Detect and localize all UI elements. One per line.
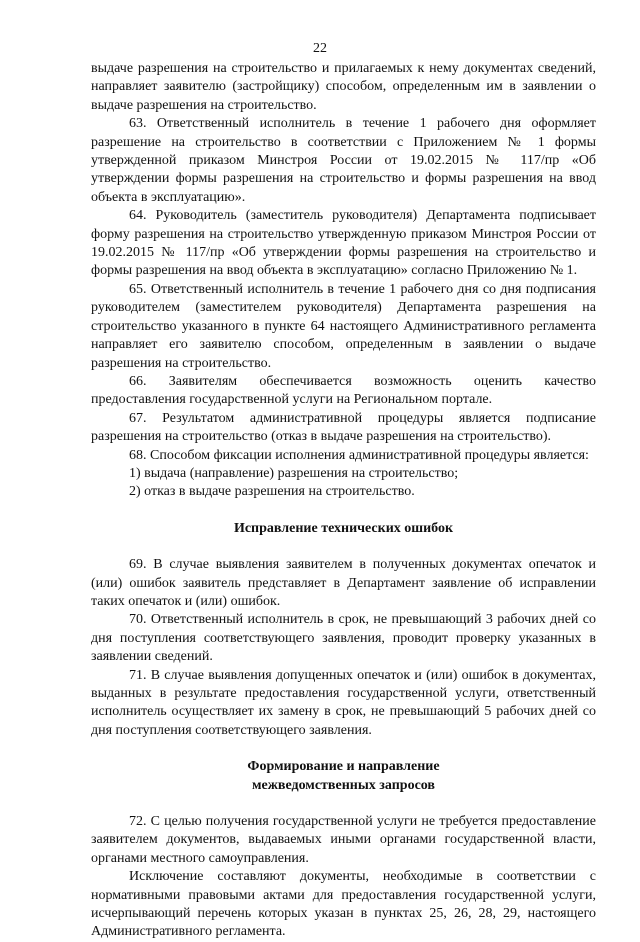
section-spacer <box>91 538 596 556</box>
paragraph: выдаче разрешения на строительство и прилагаемых к нему документах сведений, направляет заявителю (застройщику) способом, определенным им в заявлении о выдаче разрешения на строительство. <box>91 61 596 113</box>
section-spacer <box>91 502 596 520</box>
paragraph: 72. С целью получения государственной услуги не требуется предоставление заявителем документов, выдаваемых иными органами государственной власти, органами местного самоуправления. <box>91 814 596 866</box>
paragraph: 71. В случае выявления допущенных опечаток и (или) ошибок в документах, выданных в результате предоставления государственной услуги, ответственный исполнитель осуществляет их замену в срок, не превышающий 5 рабочих дней со дня поступления соответствующего заявления. <box>91 667 596 738</box>
paragraph: 69. В случае выявления заявителем в полученных документах опечаток и (или) ошибок заявитель представляет в Департамент заявление об исправлении таких опечаток и (или) ошибок. <box>91 557 596 609</box>
paragraph: 1) выдача (направление) разрешения на строительство; <box>129 465 459 481</box>
section-heading: Формирование и направление <box>247 759 440 775</box>
paragraph: 65. Ответственный исполнитель в течение 1 рабочего дня со дня подписания руководителем (заместителем руководителя) Департамента разрешения на строительство указанного в пункте 64 настоящего Административного регламента направляет его заявителю способом, определенным в заявлении о выдаче разрешения на строительство. <box>91 281 596 371</box>
page-number: 22 <box>313 41 327 56</box>
paragraph: 2) отказ в выдаче разрешения на строительство. <box>129 484 415 500</box>
paragraph: 63. Ответственный исполнитель в течение 1 рабочего дня оформляет разрешение на строительство в соответствии с Приложением № 1 формы утвержденной приказом Минстроя России от 19.02.2015 № 117/пр «Об утверждении формы разрешения на строительство и формы разрешения на ввод объекта в эксплуатацию». <box>91 116 596 205</box>
section-heading: межведомственных запросов <box>252 777 435 793</box>
document-body <box>91 60 596 942</box>
paragraph: Исключение составляют документы, необходимые в соответствии с нормативными правовыми актами для предоставления государственной услуги, исчерпывающий перечень которых указан в пунктах 25, 26, 28, 29, настоящего Административного регламента. <box>91 869 596 940</box>
section-spacer <box>91 795 596 813</box>
paragraph: 70. Ответственный исполнитель в срок, не превышающий 3 рабочих дней со дня поступления соответствующего заявления, проводит проверку указанных в заявлении сведений. <box>91 612 596 665</box>
section-heading: Исправление технических ошибок <box>233 520 454 536</box>
paragraph: 68. Способом фиксации исполнения административной процедуры является: <box>129 447 589 463</box>
section-spacer <box>91 740 596 758</box>
paragraph: 64. Руководитель (заместитель руководителя) Департамента подписывает форму разрешения на строительство утвержденную приказом Минстроя России от 19.02.2015 № 117/пр «Об утверждении формы разрешения на строительство и формы разрешения на ввод объекта в эксплуатацию» согласно Приложению № 1. <box>91 208 596 279</box>
paragraph: 66. Заявителям обеспечивается возможность оценить качество предоставления государственной услуги на Региональном портале. <box>91 373 596 408</box>
paragraph: 67. Результатом административной процедуры является подписание разрешения на строительство (отказ в выдаче разрешения на строительство). <box>91 410 596 445</box>
